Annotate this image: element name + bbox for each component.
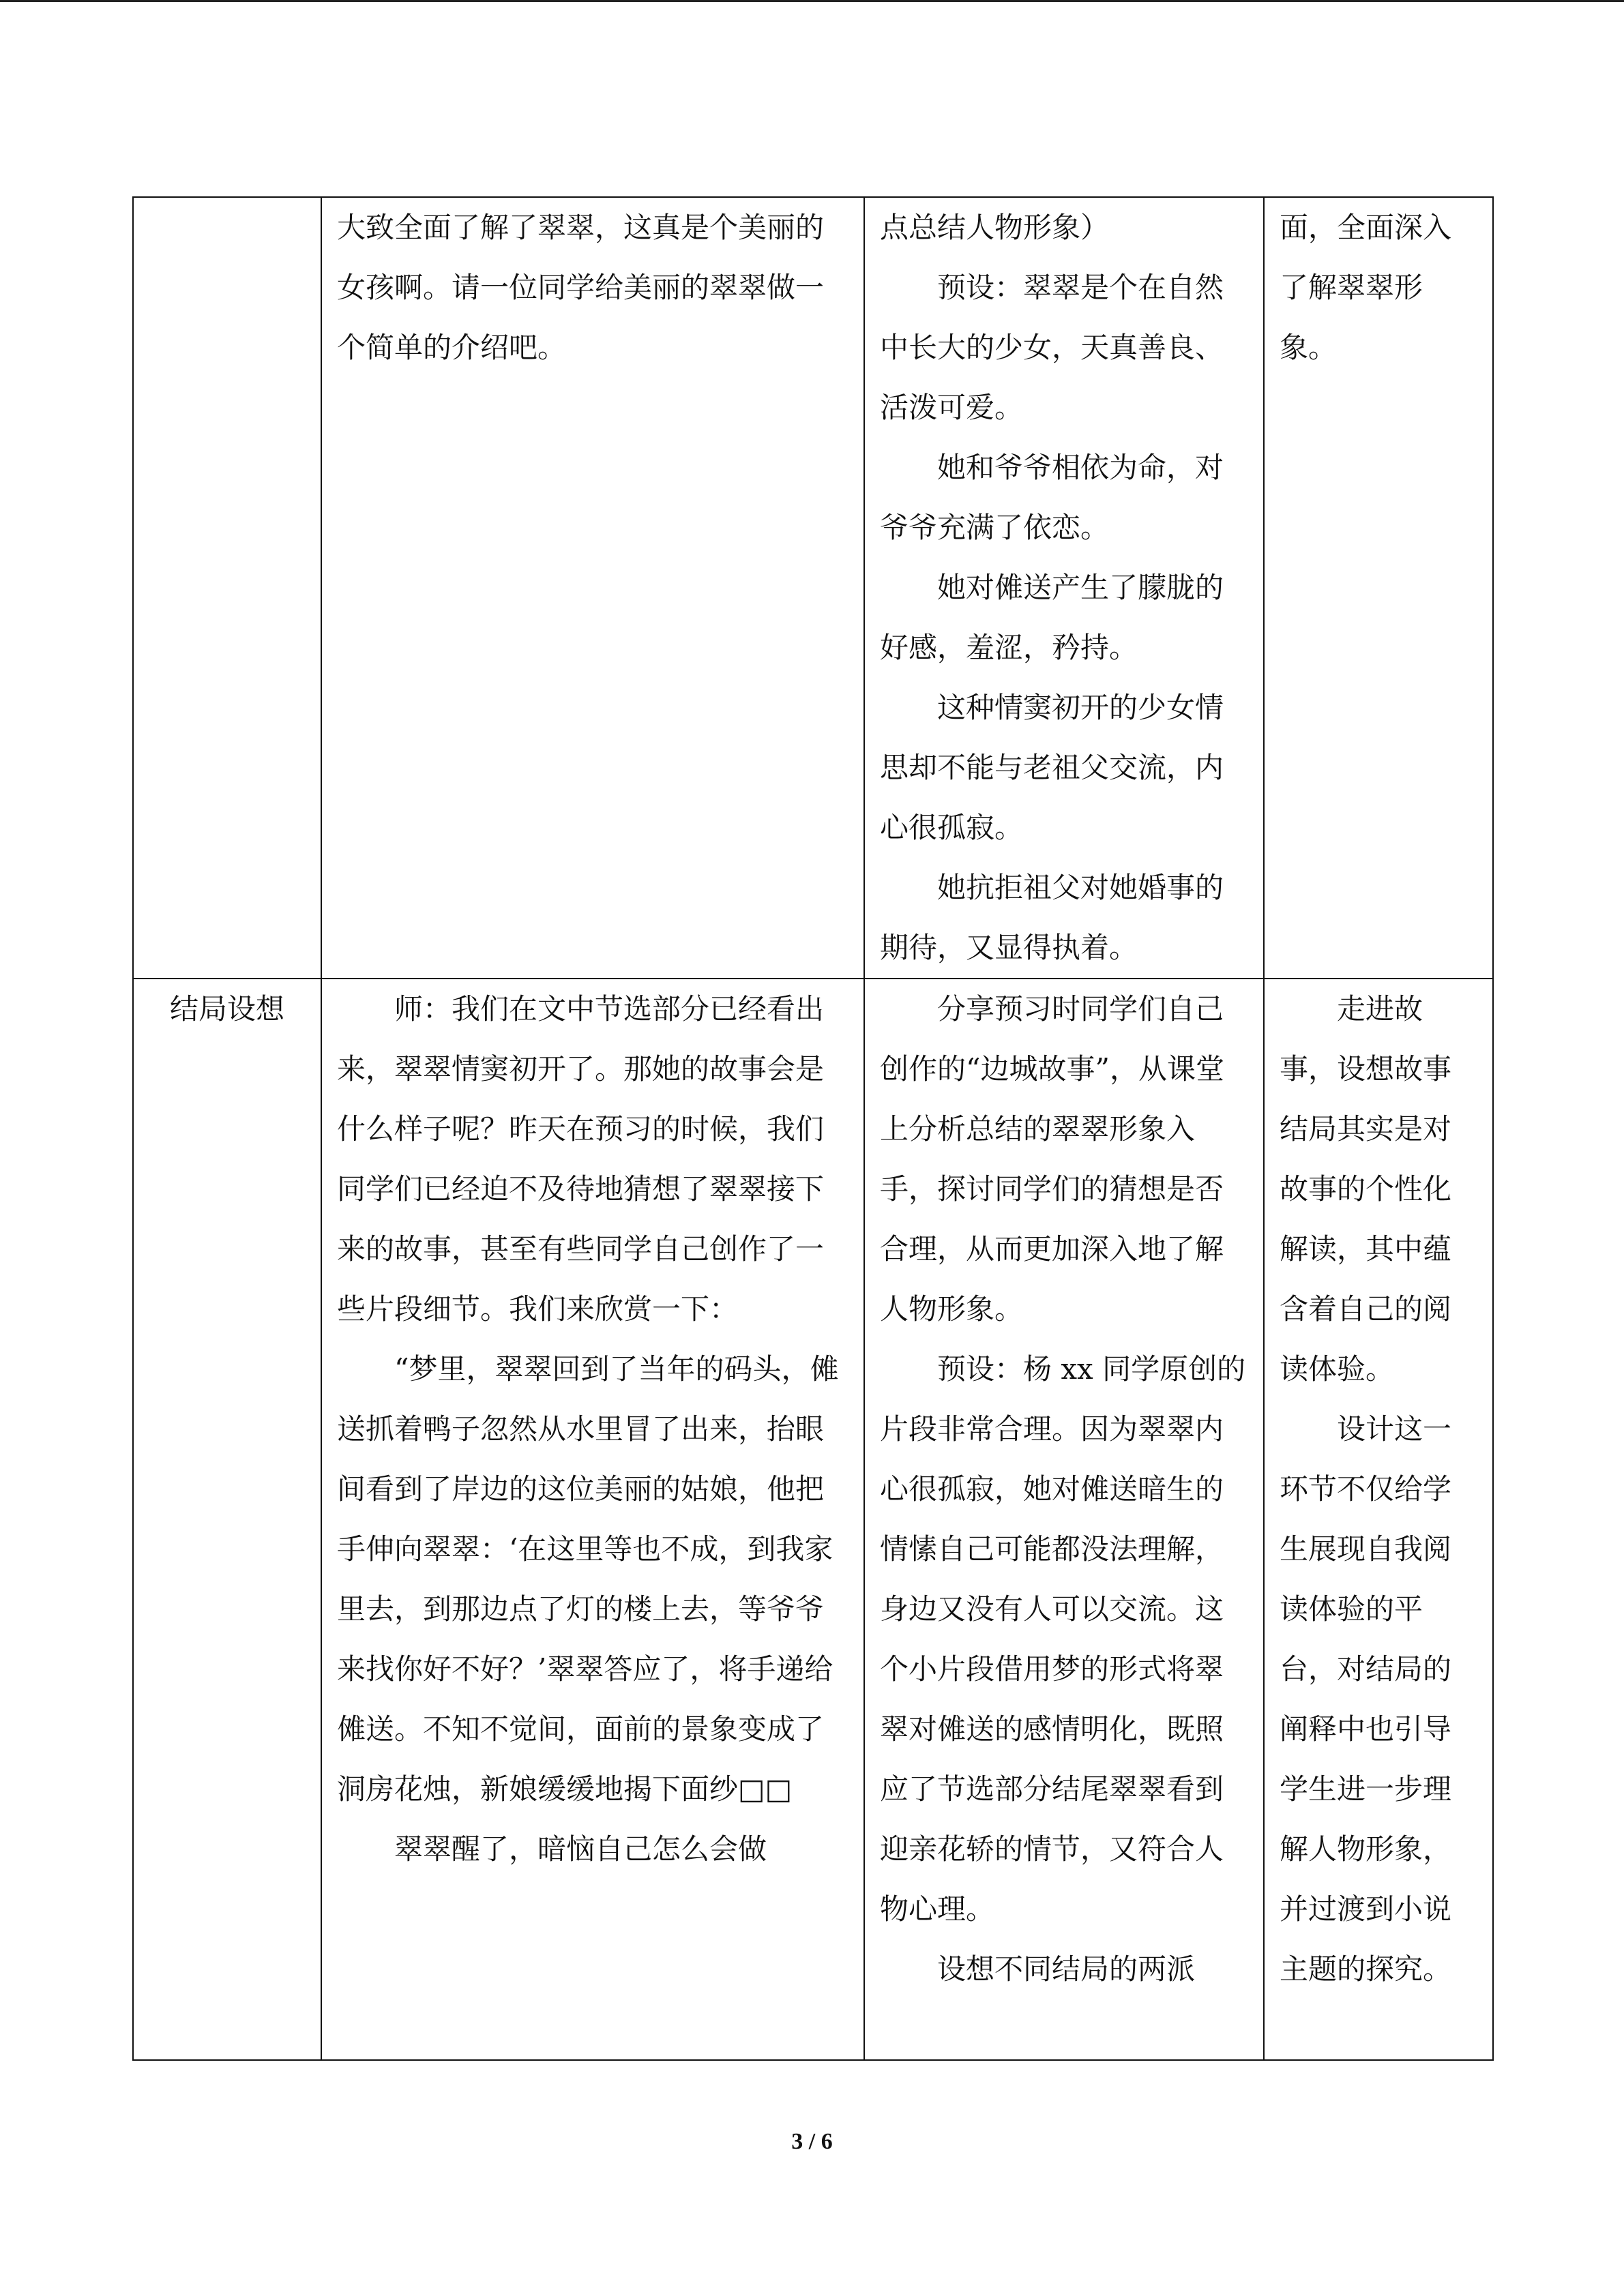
- student-paragraph: 设想不同结局的两派: [937, 1952, 1196, 1986]
- intent-paragraph: 走进故事，设想故事结局其实是对故事的个性化解读，其中蕴含着自己的阅读体验。: [1280, 992, 1452, 1386]
- design-intent-cell: [1264, 197, 1493, 979]
- stage-cell: 结局设想: [133, 979, 321, 2060]
- intent-paragraph: 面，全面深入了解翠翠形象。: [1280, 211, 1452, 364]
- teacher-paragraph: “梦里，翠翠回到了当年的码头，傩送抓着鸭子忽然从水里冒了出来，抬眼间看到了岸边的这位美丽的姑娘，他把手伸向翠翠：‘在这里等也不成，到我家里去，到那边点了灯的楼上去，等爷爷来找你好不好？’翠翠答应了，将手递给傩送。不知不觉间，面前的景象变成了洞房花烛，新娘缓缓地揭下面纱□□: [337, 1352, 839, 1806]
- teacher-paragraph: 师：我们在文中节选部分已经看出来，翠翠情窦初开了。那她的故事会是什么样子呢？昨天在预习的时候，我们同学们已经迫不及待地猜想了翠翠接下来的故事，甚至有些同学自己创作了一些片段细节。我们来欣赏一下：: [337, 992, 825, 1326]
- teacher-activity-cell: [321, 197, 864, 979]
- design-intent-cell: [1264, 979, 1493, 2060]
- student-paragraph: 她对傩送产生了朦胧的好感，羞涩，矜持。: [880, 571, 1224, 664]
- lesson-plan-table: [132, 196, 1494, 2061]
- student-paragraph: 分享预习时同学们自己创作的“边城故事”，从课堂上分析总结的翠翠形象入手，探讨同学们的猜想是否合理，从而更加深入地了解人物形象。: [880, 992, 1224, 1326]
- student-activity-cell: [864, 979, 1264, 2060]
- student-paragraph: 点总结人物形象）: [880, 211, 1110, 244]
- student-paragraph: 这种情窦初开的少女情思却不能与老祖父交流，内心很孤寂。: [880, 691, 1224, 844]
- page-number: 3 / 6: [791, 2129, 833, 2154]
- teacher-paragraph: 大致全面了解了翠翠，这真是个美丽的女孩啊。请一位同学给美丽的翠翠做一个简单的介绍吧。: [337, 211, 825, 364]
- table-row: [133, 197, 1493, 979]
- student-paragraph: 她和爷爷相依为命，对爷爷充满了依恋。: [880, 451, 1224, 544]
- student-paragraph: 她抗拒祖父对她婚事的期待，又显得执着。: [880, 871, 1224, 964]
- teacher-activity-cell: [321, 979, 864, 2060]
- intent-paragraph: 设计这一环节不仅给学生展现自我阅读体验的平台，对结局的阐释中也引导学生进一步理解人物形象，并过渡到小说主题的探究。: [1280, 1412, 1452, 1986]
- table-row: [133, 979, 1493, 2060]
- teacher-paragraph: 翠翠醒了，暗恼自己怎么会做: [394, 1832, 767, 1866]
- student-activity-cell: [864, 197, 1264, 979]
- student-paragraph: 预设：翠翠是个在自然中长大的少女，天真善良、活泼可爱。: [880, 271, 1224, 424]
- stage-cell: [133, 197, 321, 979]
- student-paragraph: 预设：杨 xx 同学原创的片段非常合理。因为翠翠内心很孤寂，她对傩送暗生的情愫自己可能都没法理解，身边又没有人可以交流。这个小片段借用梦的形式将翠翠对傩送的感情明化，既照应了节选部分结尾翠翠看到迎亲花轿的情节，又符合人物心理。: [880, 1352, 1246, 1926]
- top-border-line: [0, 0, 1624, 2]
